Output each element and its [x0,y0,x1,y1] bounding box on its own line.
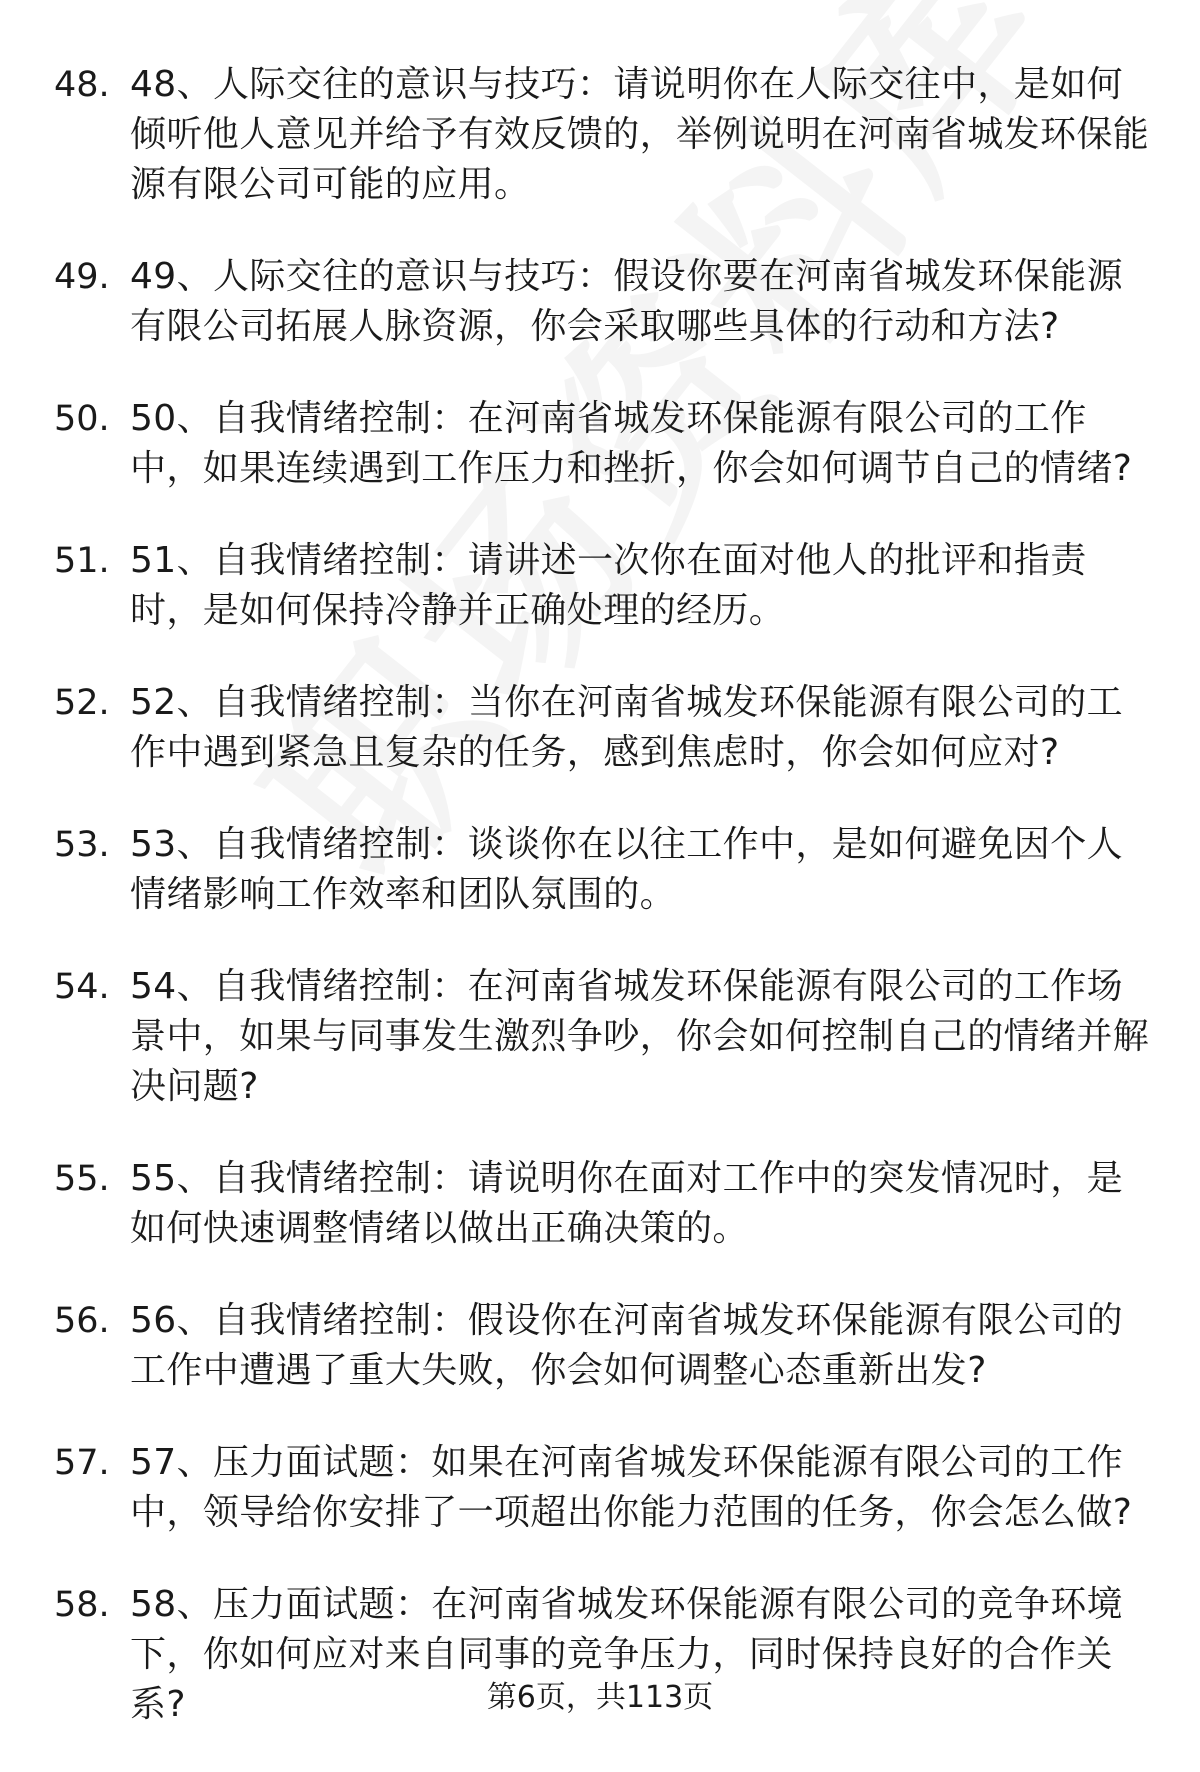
question-number: 53. [54,825,110,865]
question-text: 55、自我情绪控制：请说明你在面对工作中的突发情况时，是如何快速调整情绪以做出正确决策的。 [130,1158,1124,1249]
question-number: 50. [54,399,110,439]
question-text: 50、自我情绪控制：在河南省城发环保能源有限公司的工作中，如果连续遇到工作压力和挫折，你会如何调节自己的情绪? [130,398,1133,489]
list-item [0,536,1200,636]
list-item [0,394,1200,494]
question-number: 58. [54,1585,110,1625]
question-text: 56、自我情绪控制：假设你在河南省城发环保能源有限公司的工作中遭遇了重大失败，你会如何调整心态重新出发? [130,1300,1124,1391]
question-number: 49. [54,257,110,297]
question-text: 52、自我情绪控制：当你在河南省城发环保能源有限公司的工作中遇到紧急且复杂的任务，感到焦虑时，你会如何应对? [130,682,1124,773]
question-number: 57. [54,1443,110,1483]
question-text: 51、自我情绪控制：请讲述一次你在面对他人的批评和指责时，是如何保持冷静并正确处理的经历。 [130,540,1087,631]
question-text: 57、压力面试题：如果在河南省城发环保能源有限公司的工作中，领导给你安排了一项超出你能力范围的任务，你会怎么做? [130,1442,1133,1533]
question-text: 48、人际交往的意识与技巧：请说明你在人际交往中，是如何倾听他人意见并给予有效反馈的，举例说明在河南省城发环保能源有限公司可能的应用。 [130,64,1150,205]
question-text: 49、人际交往的意识与技巧：假设你要在河南省城发环保能源有限公司拓展人脉资源，你会采取哪些具体的行动和方法? [130,256,1124,347]
list-item [0,1154,1200,1254]
question-text: 54、自我情绪控制：在河南省城发环保能源有限公司的工作场景中，如果与同事发生激烈争吵，你会如何控制自己的情绪并解决问题? [130,966,1150,1107]
list-item [0,252,1200,352]
question-number: 55. [54,1159,110,1199]
list-item [0,820,1200,920]
question-number: 56. [54,1301,110,1341]
list-item [0,678,1200,778]
question-number: 54. [54,967,110,1007]
question-number: 48. [54,65,110,105]
question-list [0,60,1200,1772]
list-item [0,60,1200,210]
question-text: 58、压力面试题：在河南省城发环保能源有限公司的竞争环境下，你如何应对来自同事的竞争压力，同时保持良好的合作关系? [130,1584,1124,1725]
question-text: 53、自我情绪控制：谈谈你在以往工作中，是如何避免因个人情绪影响工作效率和团队氛围的。 [130,824,1124,915]
list-item [0,1296,1200,1396]
list-item [0,1438,1200,1538]
list-item [0,962,1200,1112]
question-number: 52. [54,683,110,723]
page-footer: 第6页，共113页 [486,1680,714,1715]
question-number: 51. [54,541,110,581]
